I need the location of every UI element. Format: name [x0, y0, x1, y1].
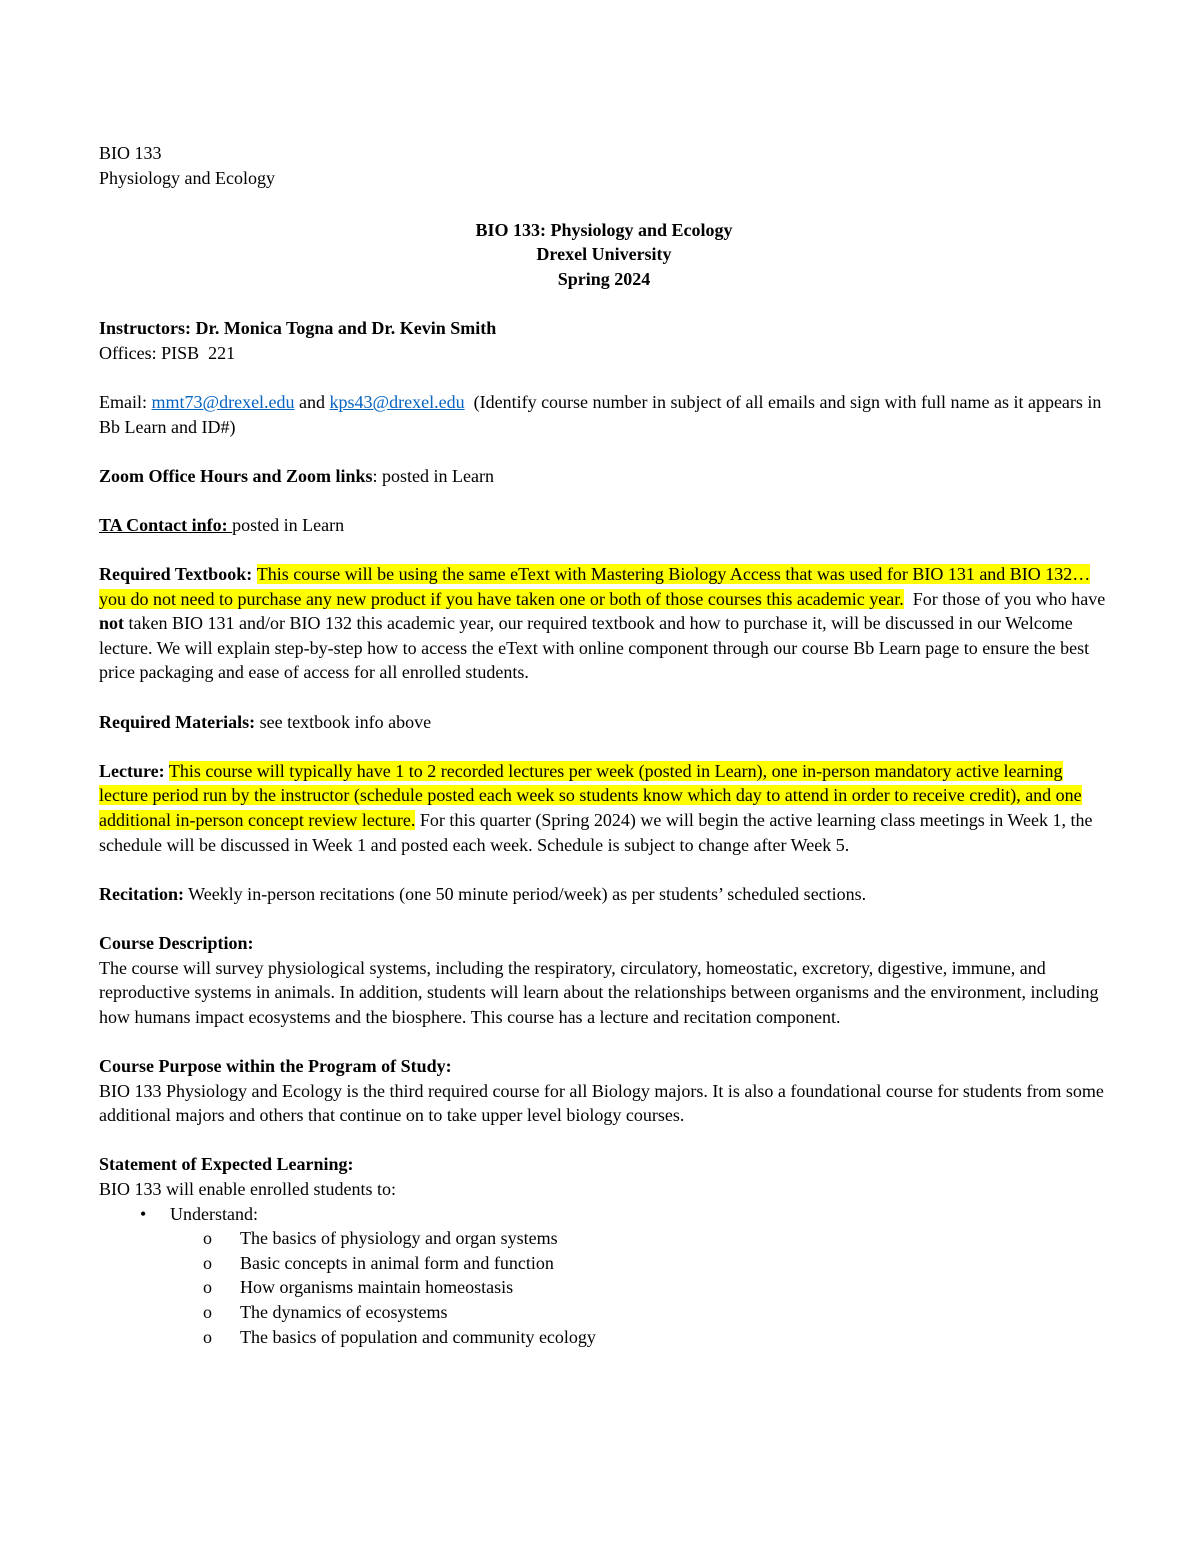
learning-heading: Statement of Expected Learning:: [99, 1154, 354, 1175]
purpose-heading: Course Purpose within the Program of Study:: [99, 1055, 452, 1076]
learning-sublist: [99, 1226, 1109, 1349]
materials-text: see textbook info above: [255, 711, 432, 732]
learning-intro: BIO 133 will enable enrolled students to:: [99, 1178, 396, 1199]
lecture-paragraph: [99, 759, 1109, 857]
lecture-text: For this quarter (Spring 2024) we will begin the active learning class meetings in Week 1, the schedule will be discussed in Week 1 and posted each week. Schedule is subject to change after Week 5.: [99, 810, 1093, 855]
list-item: [99, 1226, 1109, 1251]
textbook-not: not: [99, 613, 125, 634]
email-paragraph: [99, 390, 1109, 439]
circle-bullet-icon: o: [203, 1252, 212, 1273]
email-label: Email:: [99, 391, 152, 412]
textbook-text-a: For those of you who have: [903, 588, 1110, 609]
zoom-label: Zoom Office Hours and Zoom links: [99, 465, 373, 486]
ta-text: posted in Learn: [232, 514, 345, 535]
lecture-highlight: This course will typically have 1 to 2 recorded lectures per week (posted in Learn), one in-person mandatory active learning lecture period run by the instructor (schedule posted each week so students know which day to attend in order to receive credit), and one additional in-person concept review lecture.: [99, 760, 1082, 831]
textbook-highlight: This course will be using the same eText with Mastering Biology Access that was used for BIO 131 and BIO 132…you do not need to purchase any new product if you have taken one or both of those courses this academic year.: [99, 564, 1091, 609]
purpose-text: BIO 133 Physiology and Ecology is the third required course for all Biology majors. It is also a foundational course for students from some additional majors and others that continue on to take upper level biology courses.: [99, 1080, 1104, 1126]
learning-list: [99, 1202, 1109, 1350]
sublist-item-label: How organisms maintain homeostasis: [240, 1277, 514, 1298]
sublist-item-label: The dynamics of ecosystems: [240, 1301, 448, 1322]
list-item: [99, 1325, 1109, 1350]
title-line-1: BIO 133: Physiology and Ecology: [475, 219, 733, 240]
list-item-label: Understand:: [170, 1203, 258, 1224]
course-code: BIO 133: [99, 143, 162, 163]
offices-text: Offices: PISB 221: [99, 342, 236, 363]
circle-bullet-icon: o: [203, 1326, 212, 1347]
materials-paragraph: [99, 710, 1109, 735]
textbook-text-b: taken BIO 131 and/or BIO 132 this academic year, our required textbook and how to purchase it, will be discussed in our Welcome lecture. We will explain step-by-step how to access the eText with online component through our course Bb Learn page to ensure the best price packaging and ease of access for all enrolled students.: [99, 613, 1094, 683]
zoom-text: : posted in Learn: [372, 465, 494, 486]
materials-label: Required Materials:: [99, 711, 256, 732]
list-item: [99, 1251, 1109, 1276]
circle-bullet-icon: o: [203, 1301, 212, 1322]
email-link-smith[interactable]: kps43@drexel.edu: [329, 391, 465, 412]
instructors-heading: Instructors: Dr. Monica Togna and Dr. Kevin Smith: [99, 318, 497, 339]
recitation-label: Recitation:: [99, 883, 184, 904]
title-line-3: Spring 2024: [557, 268, 651, 289]
sublist-item-label: The basics of physiology and organ systems: [240, 1228, 558, 1249]
recitation-text: Weekly in-person recitations (one 50 minute period/week) as per students’ scheduled sections.: [183, 883, 867, 904]
list-item: [99, 1202, 1109, 1350]
sublist-item-label: The basics of population and community ecology: [240, 1326, 596, 1347]
description-text: The course will survey physiological systems, including the respiratory, circulatory, homeostatic, excretory, digestive, immune, and reproductive systems in animals. In addition, students will learn about the relationships between organisms and the environment, including how humans impact ecosystems and the biosphere. This course has a lecture and recitation component.: [99, 957, 1099, 1027]
bullet-icon: •: [140, 1203, 147, 1224]
ta-label: TA Contact info:: [99, 514, 233, 535]
textbook-label: Required Textbook:: [99, 564, 257, 585]
list-item: [99, 1275, 1109, 1300]
circle-bullet-icon: o: [203, 1277, 212, 1298]
description-heading: Course Description:: [99, 933, 254, 953]
email-and: and: [294, 391, 330, 412]
email-link-togna[interactable]: mmt73@drexel.edu: [151, 391, 295, 412]
list-item: [99, 1300, 1109, 1325]
title-line-2: Drexel University: [536, 244, 672, 265]
document-page: [99, 141, 1109, 1349]
zoom-paragraph: [99, 464, 1109, 489]
course-name: Physiology and Ecology: [99, 167, 275, 188]
ta-paragraph: [99, 513, 1109, 538]
lecture-label: Lecture:: [99, 760, 165, 781]
textbook-paragraph: [99, 562, 1109, 685]
email-note: (Identify course number in subject of all emails and sign with full name as it appears in Bb Learn and ID#): [99, 391, 1106, 437]
recitation-paragraph: [99, 882, 1109, 907]
sublist-item-label: Basic concepts in animal form and function: [240, 1252, 554, 1273]
circle-bullet-icon: o: [203, 1228, 212, 1249]
